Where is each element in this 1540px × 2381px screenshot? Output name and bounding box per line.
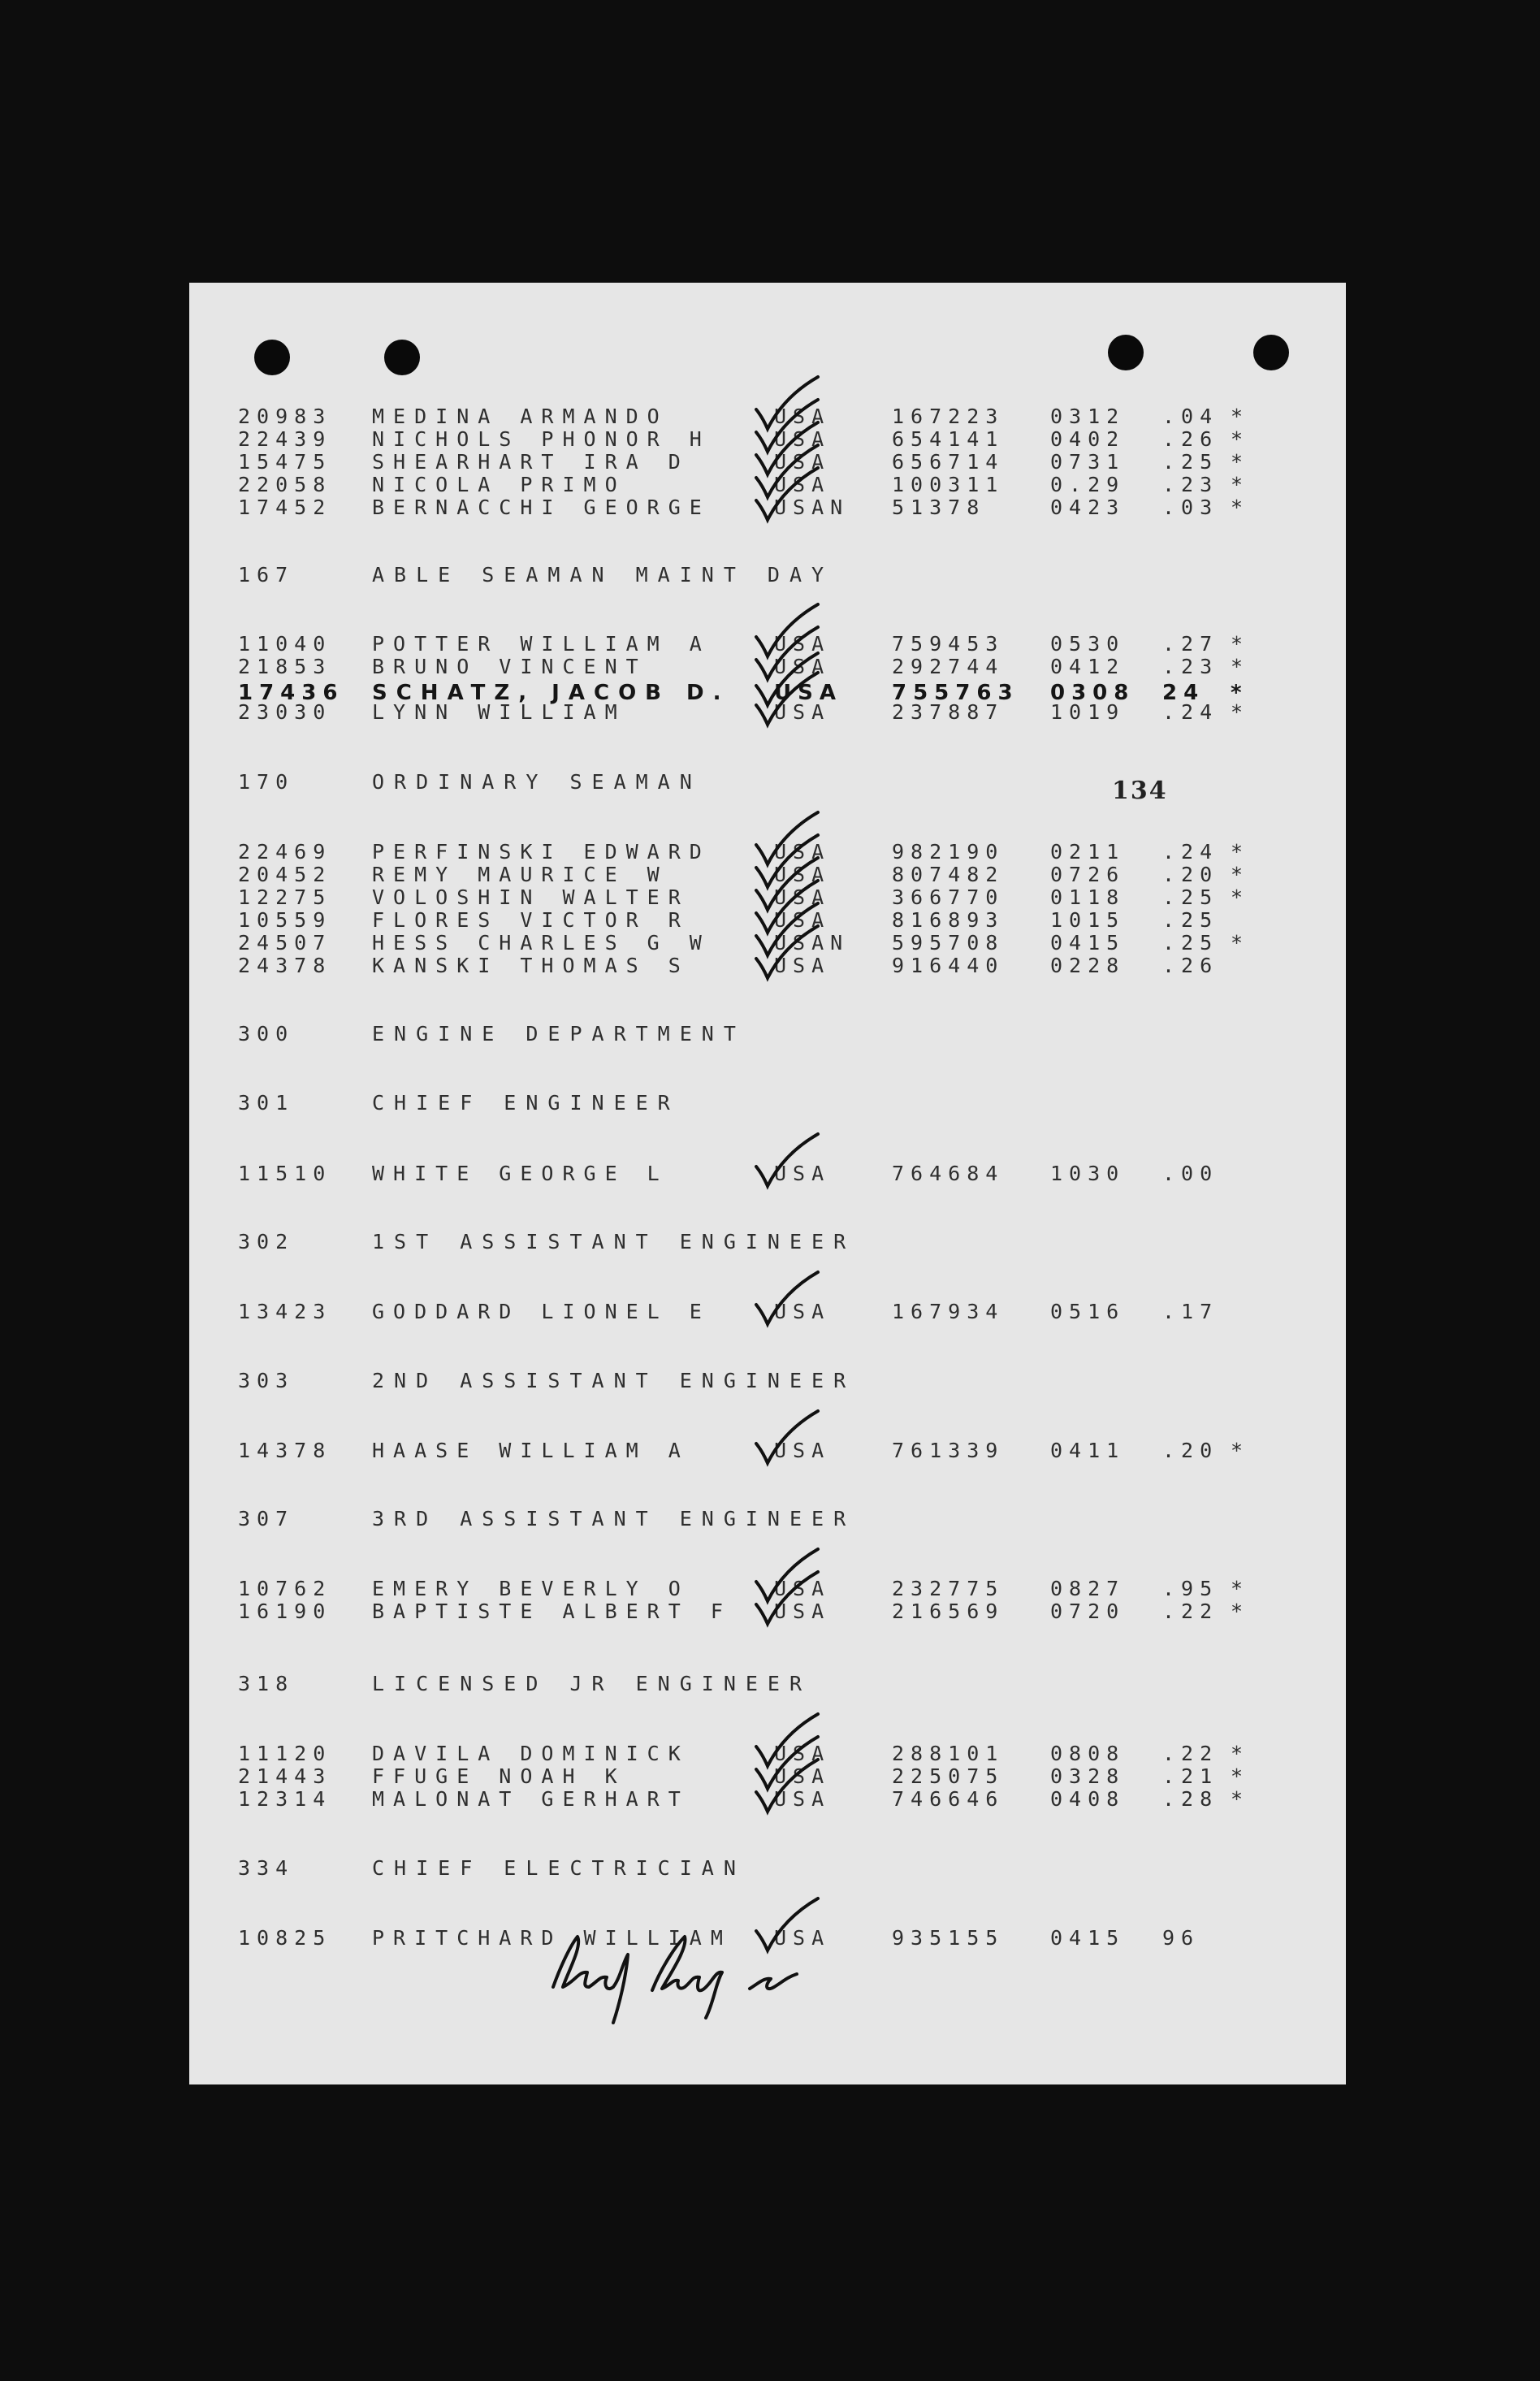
rating-value: .22 <box>1162 1742 1219 1765</box>
nationality: USA <box>774 1926 831 1950</box>
certificate-number: 935155 <box>892 1926 1005 1950</box>
rating-value: .25 <box>1162 450 1219 474</box>
section-code: 170 <box>238 770 295 794</box>
date-code: 0415 <box>1050 931 1126 955</box>
nationality: USA <box>774 655 831 678</box>
section-title: ORDINARY SEAMAN <box>372 770 702 794</box>
nationality: USA <box>774 681 842 705</box>
section-header <box>189 770 1346 794</box>
rating-value: .20 <box>1162 863 1219 886</box>
section-header <box>189 1856 1346 1881</box>
crew-name: FFUGE NOAH K <box>372 1764 626 1788</box>
certificate-number: 366770 <box>892 885 1005 909</box>
crew-row <box>189 1926 1346 1950</box>
rating-value: .17 <box>1162 1300 1219 1323</box>
nationality: USAN <box>774 496 850 519</box>
date-code: 0312 <box>1050 405 1126 428</box>
section-code: 301 <box>238 1091 295 1115</box>
certificate-number: 216569 <box>892 1600 1005 1623</box>
book-number: 24507 <box>238 931 332 955</box>
asterisk-mark: * <box>1231 1600 1250 1623</box>
rating-value: .25 <box>1162 931 1219 955</box>
asterisk-mark: * <box>1231 840 1250 864</box>
book-number: 22439 <box>238 427 332 451</box>
section-title: LICENSED JR ENGINEER <box>372 1672 812 1695</box>
section-code: 167 <box>238 563 295 587</box>
nationality: USA <box>774 1600 831 1623</box>
asterisk-mark: * <box>1231 427 1250 451</box>
section-title: CHIEF ELECTRICIAN <box>372 1856 746 1880</box>
nationality: USA <box>774 473 831 496</box>
nationality: USAN <box>774 931 850 955</box>
rating-value: .23 <box>1162 473 1219 496</box>
crew-row <box>189 863 1346 887</box>
certificate-number: 816893 <box>892 908 1005 932</box>
date-code: 0411 <box>1050 1439 1126 1462</box>
section-title: 1ST ASSISTANT ENGINEER <box>372 1230 856 1253</box>
nationality: USA <box>774 1764 831 1788</box>
date-code: 0720 <box>1050 1600 1126 1623</box>
crew-name: BRUNO VINCENT <box>372 655 647 678</box>
date-code: 0228 <box>1050 954 1126 977</box>
book-number: 14378 <box>238 1439 332 1462</box>
asterisk-mark: * <box>1231 473 1250 496</box>
rating-value: .20 <box>1162 1439 1219 1462</box>
nationality: USA <box>774 1439 831 1462</box>
date-code: 1019 <box>1050 700 1126 724</box>
date-code: 0516 <box>1050 1300 1126 1323</box>
date-code: 0731 <box>1050 450 1126 474</box>
asterisk-mark: * <box>1231 405 1250 428</box>
nationality: USA <box>774 427 831 451</box>
asterisk-mark: * <box>1231 863 1250 886</box>
certificate-number: 916440 <box>892 954 1005 977</box>
nationality: USA <box>774 632 831 656</box>
section-title: ABLE SEAMAN MAINT DAY <box>372 563 834 587</box>
crew-row <box>189 496 1346 520</box>
date-code: 0530 <box>1050 632 1126 656</box>
date-code: 1015 <box>1050 908 1126 932</box>
rating-value: .26 <box>1162 427 1219 451</box>
date-code: 0808 <box>1050 1742 1126 1765</box>
nationality: USA <box>774 1787 831 1811</box>
certificate-number: 807482 <box>892 863 1005 886</box>
crew-row <box>189 1162 1346 1186</box>
rating-value: .22 <box>1162 1600 1219 1623</box>
rating-value: .28 <box>1162 1787 1219 1811</box>
book-number: 20452 <box>238 863 332 886</box>
book-number: 20983 <box>238 405 332 428</box>
book-number: 10825 <box>238 1926 332 1950</box>
crew-name: SCHATZ, JACOB D. <box>372 681 730 705</box>
section-header <box>189 1022 1346 1046</box>
section-header <box>189 563 1346 587</box>
certificate-number: 232775 <box>892 1577 1005 1600</box>
rating-value: .27 <box>1162 632 1219 656</box>
certificate-number: 292744 <box>892 655 1005 678</box>
book-number: 11040 <box>238 632 332 656</box>
handwritten-page-number: 134 <box>1112 777 1168 805</box>
crew-row <box>189 1439 1346 1463</box>
certificate-number: 237887 <box>892 700 1005 724</box>
crew-name: LYNN WILLIAM <box>372 700 626 724</box>
certificate-number: 167934 <box>892 1300 1005 1323</box>
asterisk-mark: * <box>1231 655 1250 678</box>
book-number: 10762 <box>238 1577 332 1600</box>
nationality: USA <box>774 908 831 932</box>
asterisk-mark: * <box>1231 1439 1250 1462</box>
book-number: 10559 <box>238 908 332 932</box>
section-code: 307 <box>238 1507 295 1530</box>
asterisk-mark: * <box>1231 681 1248 705</box>
certificate-number: 759453 <box>892 632 1005 656</box>
section-header <box>189 1230 1346 1254</box>
asterisk-mark: * <box>1231 1787 1250 1811</box>
crew-name: BERNACCHI GEORGE <box>372 496 711 519</box>
crew-name: NICHOLS PHONOR H <box>372 427 711 451</box>
crew-name: PERFINSKI EDWARD <box>372 840 711 864</box>
crew-name: SHEARHART IRA D <box>372 450 690 474</box>
rating-value: .95 <box>1162 1577 1219 1600</box>
rating-value: .03 <box>1162 496 1219 519</box>
crew-name: MEDINA ARMANDO <box>372 405 668 428</box>
nationality: USA <box>774 840 831 864</box>
crew-row <box>189 655 1346 679</box>
crew-row <box>189 1600 1346 1624</box>
book-number: 21853 <box>238 655 332 678</box>
crew-row <box>189 840 1346 864</box>
nationality: USA <box>774 700 831 724</box>
book-number: 12314 <box>238 1787 332 1811</box>
date-code: 1030 <box>1050 1162 1126 1185</box>
section-title: ENGINE DEPARTMENT <box>372 1022 746 1045</box>
crew-row <box>189 1787 1346 1812</box>
nationality: USA <box>774 450 831 474</box>
punch-hole <box>1253 335 1289 370</box>
date-code: 0402 <box>1050 427 1126 451</box>
section-header <box>189 1507 1346 1531</box>
rating-value: 24 <box>1162 681 1205 705</box>
crew-name: MALONAT GERHART <box>372 1787 690 1811</box>
date-code: 0726 <box>1050 863 1126 886</box>
section-header <box>189 1672 1346 1696</box>
certificate-number: 764684 <box>892 1162 1005 1185</box>
asterisk-mark: * <box>1231 632 1250 656</box>
asterisk-mark: * <box>1231 885 1250 909</box>
book-number: 24378 <box>238 954 332 977</box>
crew-name: FLORES VICTOR R <box>372 908 690 932</box>
crew-row <box>189 885 1346 910</box>
crew-row <box>189 473 1346 497</box>
crew-row <box>189 908 1346 933</box>
rating-value: .00 <box>1162 1162 1219 1185</box>
date-code: 0423 <box>1050 496 1126 519</box>
asterisk-mark: * <box>1231 700 1250 724</box>
rating-value: 96 <box>1162 1926 1200 1950</box>
crew-row <box>189 632 1346 656</box>
crew-row <box>189 1764 1346 1789</box>
rating-value: .04 <box>1162 405 1219 428</box>
section-title: 2ND ASSISTANT ENGINEER <box>372 1369 856 1392</box>
nationality: USA <box>774 1577 831 1600</box>
crew-row <box>189 427 1346 452</box>
rating-value: .26 <box>1162 954 1219 977</box>
crew-name: HESS CHARLES G W <box>372 931 711 955</box>
crew-row <box>189 405 1346 429</box>
certificate-number: 51378 <box>892 496 986 519</box>
crew-row <box>189 700 1346 725</box>
crew-name: KANSKI THOMAS S <box>372 954 690 977</box>
book-number: 15475 <box>238 450 332 474</box>
certificate-number: 225075 <box>892 1764 1005 1788</box>
nationality: USA <box>774 885 831 909</box>
rating-value: .25 <box>1162 908 1219 932</box>
nationality: USA <box>774 863 831 886</box>
asterisk-mark: * <box>1231 1764 1250 1788</box>
asterisk-mark: * <box>1231 1742 1250 1765</box>
nationality: USA <box>774 954 831 977</box>
book-number: 22058 <box>238 473 332 496</box>
crew-name: WHITE GEORGE L <box>372 1162 668 1185</box>
book-number: 17452 <box>238 496 332 519</box>
crew-name: HAASE WILLIAM A <box>372 1439 690 1462</box>
crew-name: GODDARD LIONEL E <box>372 1300 711 1323</box>
certificate-number: 755763 <box>892 681 1019 705</box>
section-title: CHIEF ENGINEER <box>372 1091 680 1115</box>
punch-hole <box>254 340 290 375</box>
crew-name: BAPTISTE ALBERT F <box>372 1600 732 1623</box>
certificate-number: 656714 <box>892 450 1005 474</box>
certificate-number: 595708 <box>892 931 1005 955</box>
nationality: USA <box>774 1742 831 1765</box>
rating-value: .24 <box>1162 700 1219 724</box>
section-header <box>189 1369 1346 1393</box>
crew-row <box>189 1742 1346 1766</box>
section-code: 302 <box>238 1230 295 1253</box>
asterisk-mark: * <box>1231 1577 1250 1600</box>
book-number: 16190 <box>238 1600 332 1623</box>
section-header <box>189 1091 1346 1115</box>
crew-name: EMERY BEVERLY O <box>372 1577 690 1600</box>
crew-row <box>189 450 1346 474</box>
crew-name: POTTER WILLIAM A <box>372 632 711 656</box>
crew-name: PRITCHARD WILLIAM <box>372 1926 732 1950</box>
section-code: 300 <box>238 1022 295 1045</box>
date-code: 0118 <box>1050 885 1126 909</box>
certificate-number: 761339 <box>892 1439 1005 1462</box>
book-number: 23030 <box>238 700 332 724</box>
crew-row <box>189 931 1346 955</box>
certificate-number: 654141 <box>892 427 1005 451</box>
book-number: 11510 <box>238 1162 332 1185</box>
certificate-number: 982190 <box>892 840 1005 864</box>
crew-name: NICOLA PRIMO <box>372 473 626 496</box>
certificate-number: 746646 <box>892 1787 1005 1811</box>
date-code: 0412 <box>1050 655 1126 678</box>
book-number: 11120 <box>238 1742 332 1765</box>
crew-row <box>189 1300 1346 1324</box>
date-code: 0211 <box>1050 840 1126 864</box>
crew-name: VOLOSHIN WALTER <box>372 885 690 909</box>
crew-name: REMY MAURICE W <box>372 863 668 886</box>
punch-hole <box>1108 335 1144 370</box>
book-number: 22469 <box>238 840 332 864</box>
asterisk-mark: * <box>1231 931 1250 955</box>
crew-name: DAVILA DOMINICK <box>372 1742 690 1765</box>
section-title: 3RD ASSISTANT ENGINEER <box>372 1507 856 1530</box>
nationality: USA <box>774 405 831 428</box>
certificate-number: 167223 <box>892 405 1005 428</box>
date-code: 0.29 <box>1050 473 1126 496</box>
rating-value: .23 <box>1162 655 1219 678</box>
book-number: 17436 <box>238 681 344 705</box>
book-number: 21443 <box>238 1764 332 1788</box>
section-code: 303 <box>238 1369 295 1392</box>
date-code: 0408 <box>1050 1787 1126 1811</box>
book-number: 13423 <box>238 1300 332 1323</box>
section-code: 334 <box>238 1856 295 1880</box>
rating-value: .24 <box>1162 840 1219 864</box>
rating-value: .25 <box>1162 885 1219 909</box>
asterisk-mark: * <box>1231 450 1250 474</box>
date-code: 0308 <box>1050 681 1136 705</box>
date-code: 0827 <box>1050 1577 1126 1600</box>
certificate-number: 288101 <box>892 1742 1005 1765</box>
rating-value: .21 <box>1162 1764 1219 1788</box>
date-code: 0415 <box>1050 1926 1126 1950</box>
nationality: USA <box>774 1300 831 1323</box>
document-page <box>189 283 1346 2084</box>
punch-hole <box>384 340 420 375</box>
crew-row <box>189 1577 1346 1601</box>
book-number: 12275 <box>238 885 332 909</box>
section-code: 318 <box>238 1672 295 1695</box>
crew-row <box>189 954 1346 978</box>
certificate-number: 100311 <box>892 473 1005 496</box>
nationality: USA <box>774 1162 831 1185</box>
asterisk-mark: * <box>1231 496 1250 519</box>
date-code: 0328 <box>1050 1764 1126 1788</box>
